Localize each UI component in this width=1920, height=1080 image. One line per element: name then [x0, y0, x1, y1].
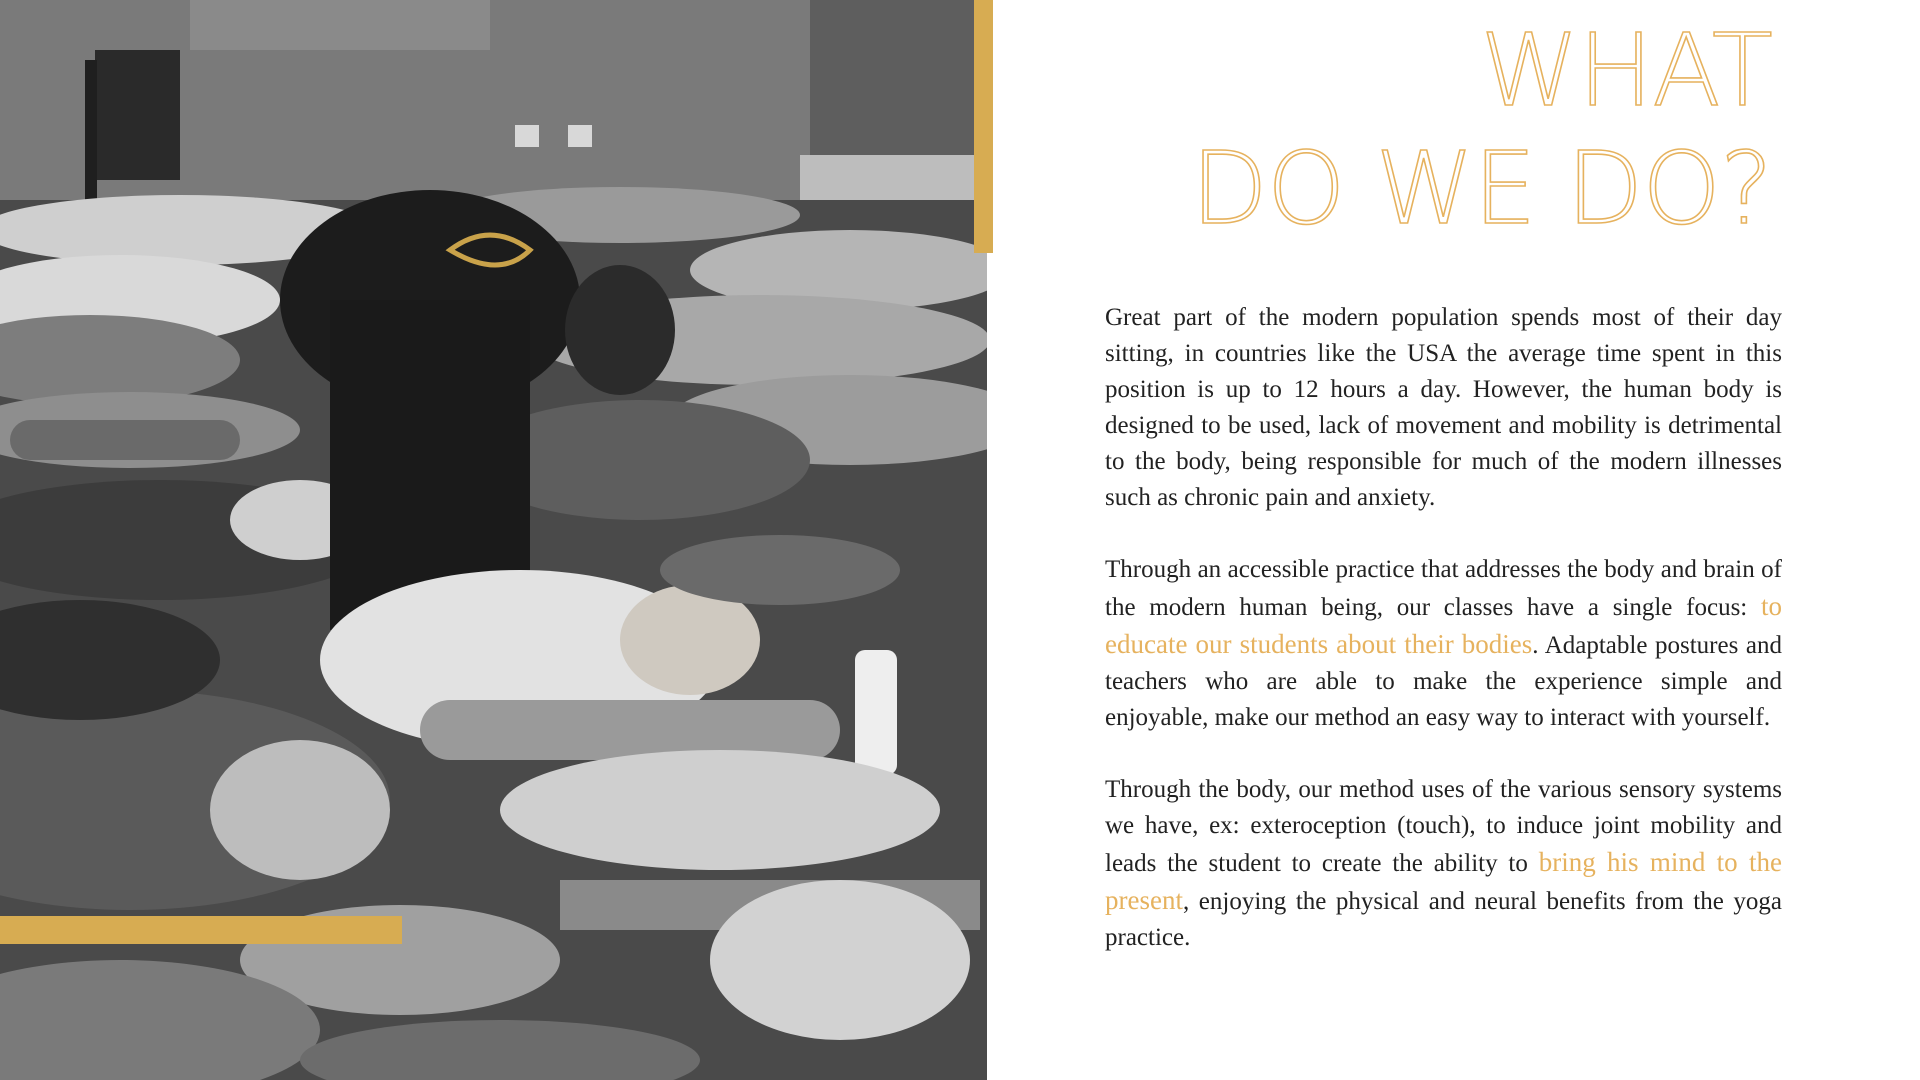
- gold-accent-bar-horizontal: [0, 916, 402, 944]
- paragraph-1-text: Great part of the modern population spends most of their day sitting, in countries like the USA the average time spent in this position is up to 12 hours a day. However, the human body is designed to be used, lack of movement and mobility is detrimental to the body, being responsible for much of the modern illnesses such as chronic pain and anxiety.: [1105, 304, 1782, 511]
- paragraph-3: [1105, 772, 1782, 956]
- paragraph-2-text-after: . Adaptable postures and teachers who are able to make the experience simple and enjoyable, make our method an easy way to interact with yourself.: [1105, 632, 1782, 731]
- paragraph-2-highlight: to educate our students about their bodies: [1105, 591, 1782, 659]
- page-title: [1191, 12, 1772, 248]
- title-line-2: DO WE DO?: [1190, 130, 1772, 247]
- gold-accent-bar-vertical: [974, 0, 993, 253]
- paragraph-1: [1105, 300, 1782, 516]
- paragraph-2-text-before: Through an accessible practice that addresses the body and brain of the modern human being, our classes have a single focus:: [1105, 556, 1782, 621]
- paragraph-3-text-after: , enjoying the physical and neural benefits from the yoga practice.: [1105, 888, 1782, 951]
- paragraph-3-text-before: Through the body, our method uses of the various sensory systems we have, ex: exteroception (touch), to induce joint mobility and leads the student to create the ability to: [1105, 776, 1782, 877]
- body-text: [1105, 300, 1782, 992]
- paragraph-2: [1105, 552, 1782, 736]
- title-line-1: WHAT: [1480, 12, 1772, 129]
- paragraph-3-highlight: bring his mind to the present: [1105, 847, 1782, 915]
